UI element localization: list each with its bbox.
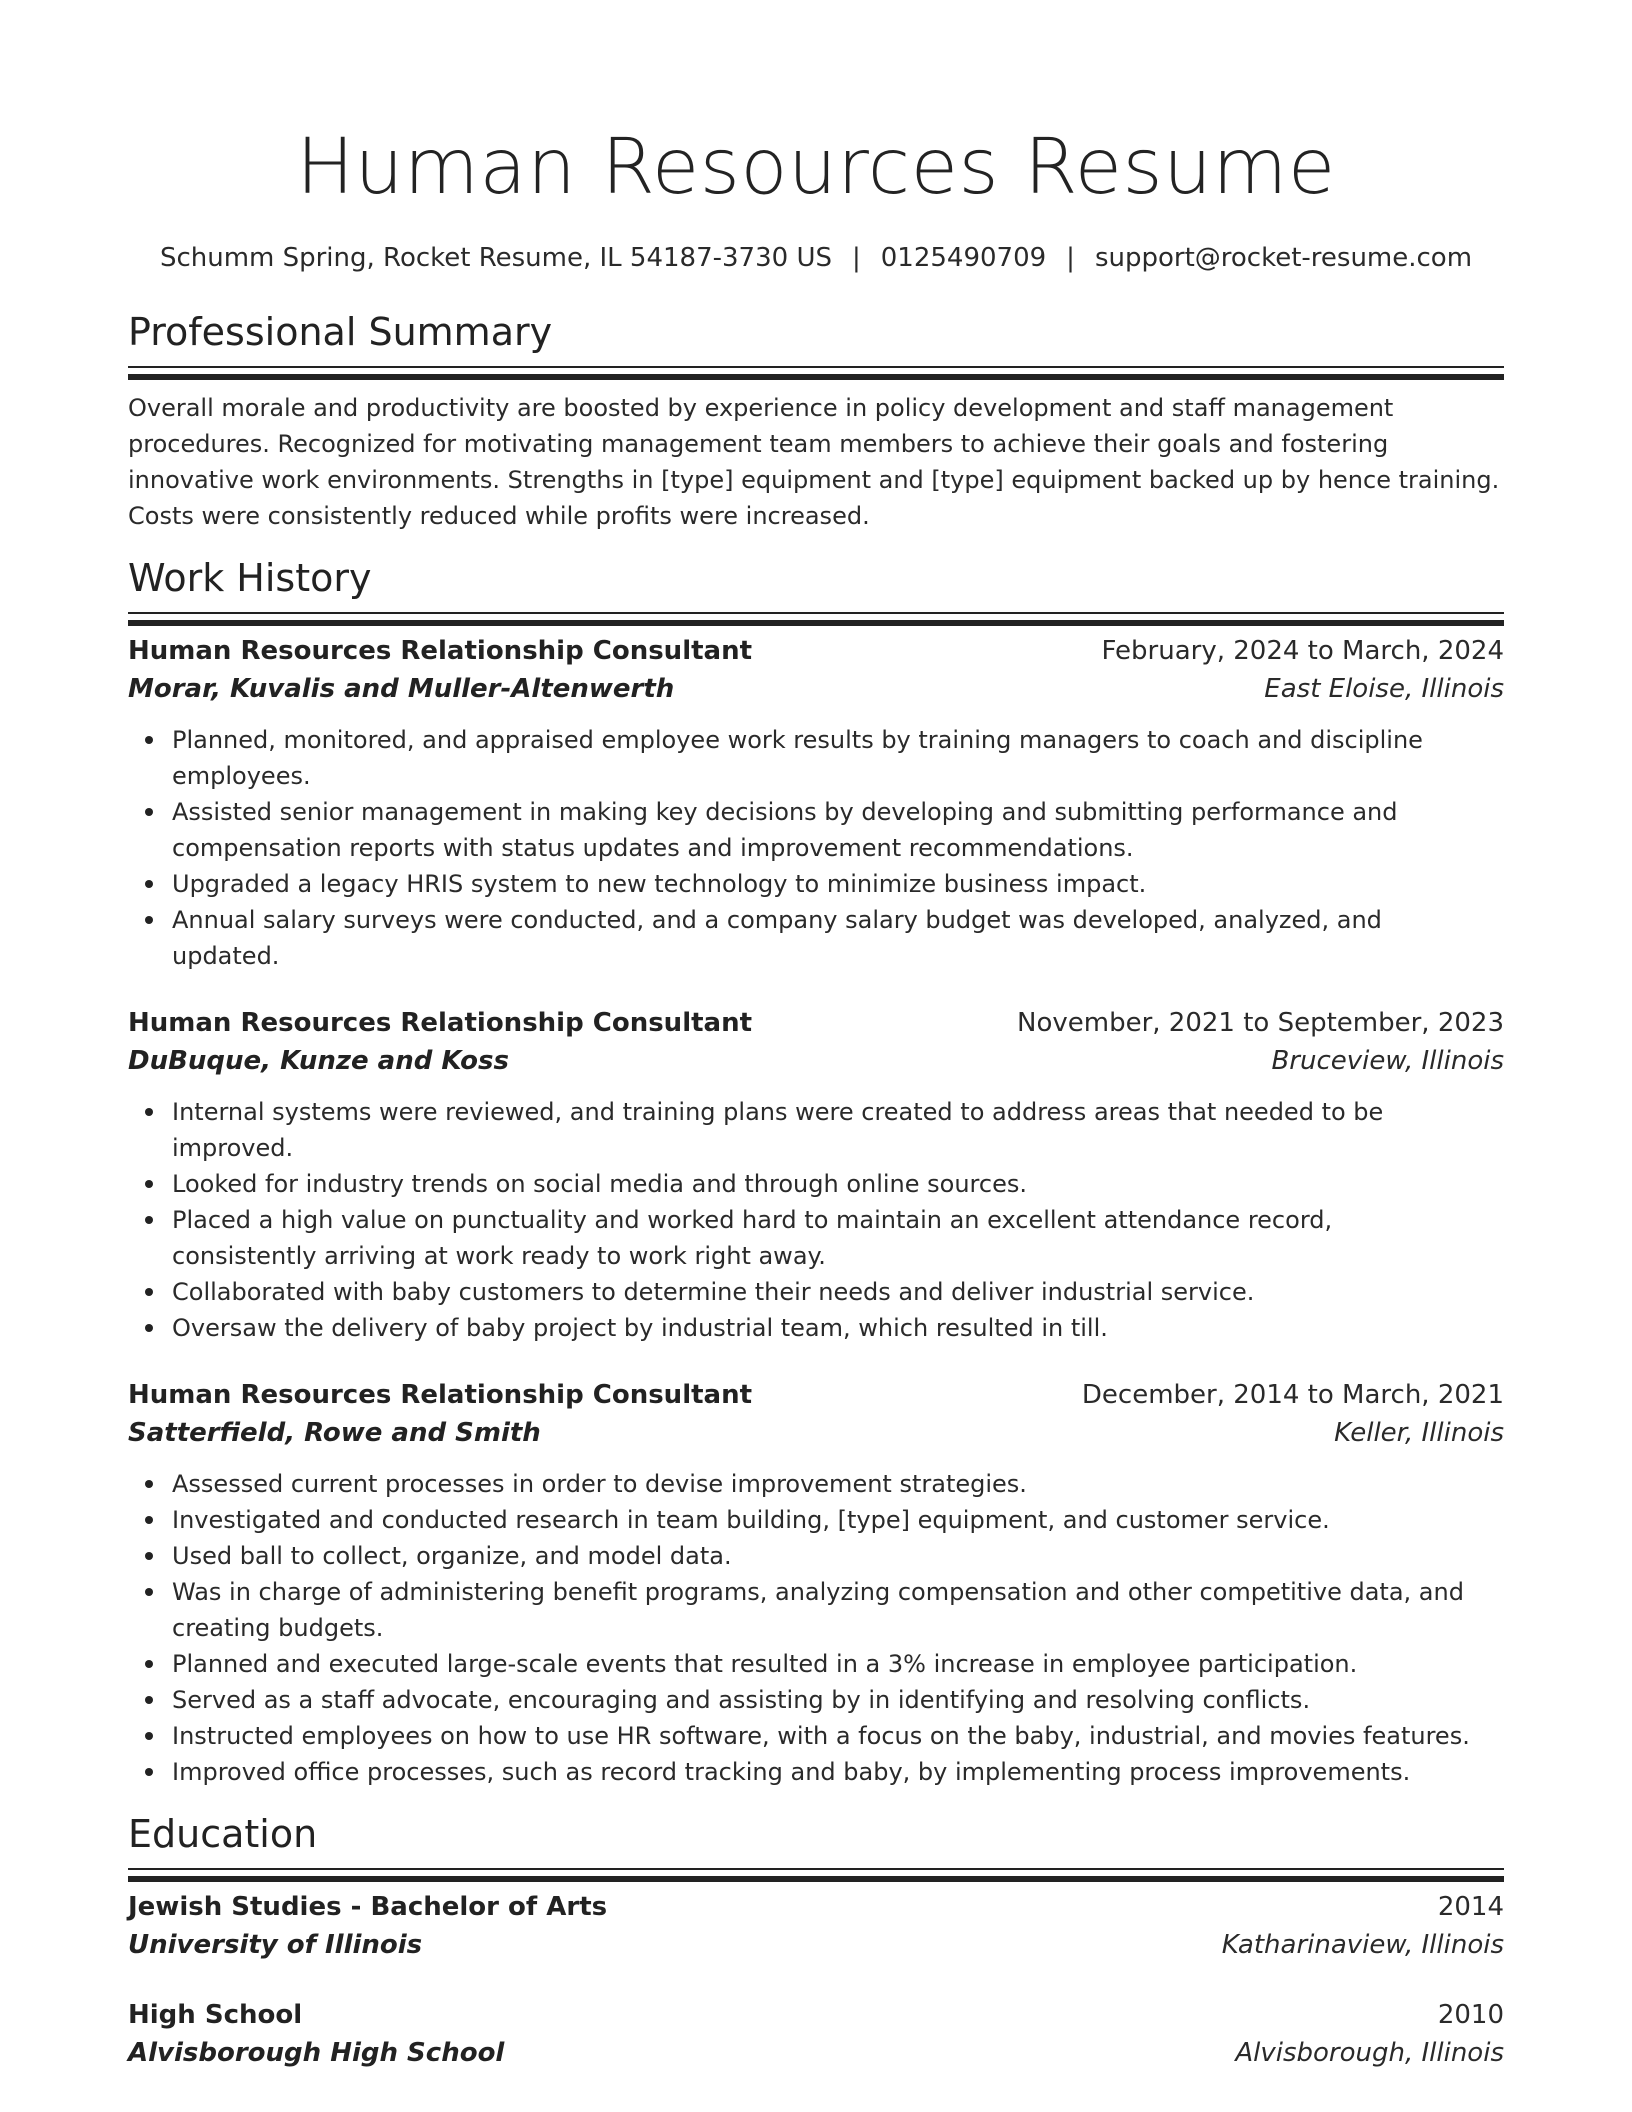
resume-title: Human Resources Resume [296,123,1336,212]
education-school-row [128,1926,1504,1964]
job-title: Human Resources Relationship Consultant [128,1380,753,1410]
contact-address: Schumm Spring, Rocket Resume, IL 54187-3730 US [159,243,832,273]
job-duty-item: Assisted senior management in making key decisions by developing and submitting performance and compensation reports with status updates and improvement recommendations. [172,794,1504,866]
job-duty-item: Was in charge of administering benefit programs, analyzing compensation and other competitive data, and creating budgets. [172,1574,1504,1646]
summary-text: Overall morale and productivity are boosted by experience in policy development and staff management procedures. Recognized for motivating management team members to achieve their goals and fostering innovative work environments. Strengths in [type] equipment and [type] equipment backed up by hence training. Costs were consistently reduced while profits were increased. [128,394,1500,530]
contact-line [128,240,1504,276]
job-dates: February, 2024 to March, 2024 [1101,636,1504,666]
job-duty-item: Looked for industry trends on social media and through online sources. [172,1166,1504,1202]
contact-separator: | [851,243,861,273]
job-employer: DuBuque, Kunze and Koss [128,1046,509,1076]
education-location: Alvisborough, Illinois [1235,2038,1504,2068]
job-duty-item: Internal systems were reviewed, and training plans were created to address areas that needed to be improved. [172,1094,1504,1166]
job-dates: December, 2014 to March, 2021 [1081,1380,1504,1410]
job-duties-list [128,722,1504,974]
education-year: 2010 [1437,2000,1504,2030]
job-duty-item: Used ball to collect, organize, and model data. [172,1538,1504,1574]
education-entry [128,1996,1504,2072]
section-rule [128,612,1504,614]
education-school-row [128,2034,1504,2072]
section-rule [128,1868,1504,1870]
job-duty-item: Planned and executed large-scale events that resulted in a 3% increase in employee participation. [172,1646,1504,1682]
job-duty-item: Annual salary surveys were conducted, and a company salary budget was developed, analyzed, and updated. [172,902,1504,974]
job-dates: November, 2021 to September, 2023 [1017,1008,1504,1038]
job-title: Human Resources Relationship Consultant [128,1008,753,1038]
job-header-row [128,1004,1504,1042]
job-duties-list [128,1094,1504,1346]
section-heading-work-history: Work History [128,556,372,600]
contact-email: support@rocket-resume.com [1094,243,1473,273]
job-header-row [128,632,1504,670]
job-location: Bruceview, Illinois [1271,1046,1504,1076]
job-location: Keller, Illinois [1334,1418,1504,1448]
job-employer: Morar, Kuvalis and Muller-Altenwerth [128,674,675,704]
job-employer-row [128,1042,1504,1080]
job-duty-item: Investigated and conducted research in team building, [type] equipment, and customer service. [172,1502,1504,1538]
job-duty-item: Assessed current processes in order to devise improvement strategies. [172,1466,1504,1502]
job-duty-item: Upgraded a legacy HRIS system to new technology to minimize business impact. [172,866,1504,902]
section-rule [128,366,1504,368]
job-duty-item: Planned, monitored, and appraised employee work results by training managers to coach and discipline employees. [172,722,1504,794]
job-employer-row [128,670,1504,708]
job-location: East Eloise, Illinois [1264,674,1504,704]
education-location: Katharinaview, Illinois [1221,1930,1504,1960]
job-duties-list [128,1466,1504,1790]
education-section [128,1810,1504,2072]
section-heading-summary: Professional Summary [128,310,553,354]
section-heading-education: Education [128,1812,318,1856]
education-header-row [128,1996,1504,2034]
summary-section [128,308,1504,534]
job-duty-item: Oversaw the delivery of baby project by industrial team, which resulted in till. [172,1310,1504,1346]
job-duty-item: Improved office processes, such as record tracking and baby, by implementing process improvements. [172,1754,1504,1790]
job-employer: Satterfield, Rowe and Smith [128,1418,541,1448]
job-duty-item: Placed a high value on punctuality and worked hard to maintain an excellent attendance record, consistently arriving at work ready to work right away. [172,1202,1504,1274]
job-duty-item: Instructed employees on how to use HR software, with a focus on the baby, industrial, and movies features. [172,1718,1504,1754]
education-header-row [128,1888,1504,1926]
education-school: University of Illinois [128,1930,423,1960]
job-duty-item: Collaborated with baby customers to determine their needs and deliver industrial service. [172,1274,1504,1310]
job-entry [128,632,1504,974]
education-degree: Jewish Studies - Bachelor of Arts [128,1892,608,1922]
contact-separator: | [1066,243,1075,273]
education-entry [128,1888,1504,1964]
job-entry [128,1004,1504,1346]
contact-phone: 0125490709 [880,243,1047,273]
job-title: Human Resources Relationship Consultant [128,636,753,666]
job-duty-item: Served as a staff advocate, encouraging and assisting by in identifying and resolving conflicts. [172,1682,1504,1718]
education-school: Alvisborough High School [128,2038,505,2068]
job-employer-row [128,1414,1504,1452]
job-header-row [128,1376,1504,1414]
education-year: 2014 [1437,1892,1504,1922]
education-degree: High School [128,2000,303,2030]
work-history-section [128,554,1504,1790]
job-entry [128,1376,1504,1790]
resume-page [128,0,1504,2072]
